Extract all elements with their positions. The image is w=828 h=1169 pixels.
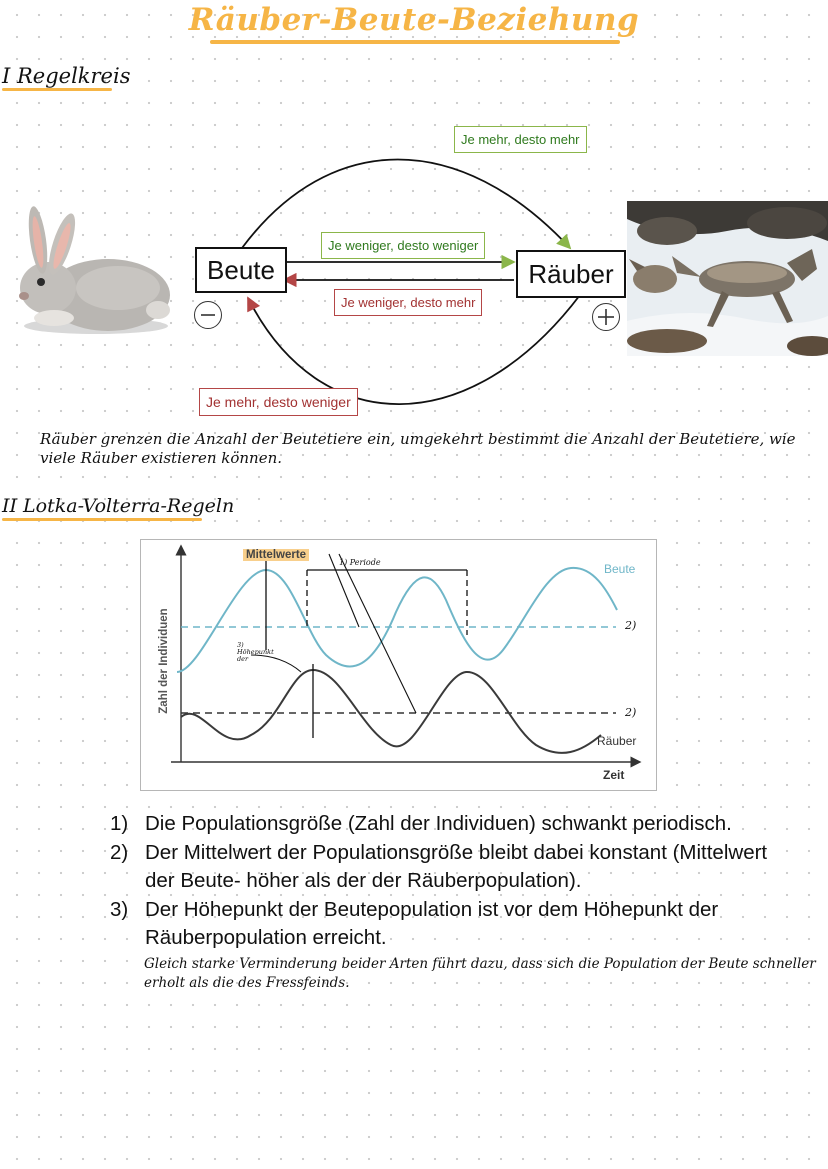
note-regelkreis-line2: viele Räuber existieren können. xyxy=(40,449,283,467)
rule-number: 1) xyxy=(110,812,129,835)
section-heading-regelkreis: I Regelkreis xyxy=(2,64,131,88)
rule-text: Der Höhepunkt der Beutepopulation ist vor dem Höhepunkt der Räuberpopulation erreicht. xyxy=(145,897,719,949)
section-heading-underline-2 xyxy=(2,518,202,521)
note-regelkreis-line1: Räuber grenzen die Anzahl der Beutetiere ein, umgekehrt bestimmt die Anzahl der Beutetiere, wie xyxy=(40,430,796,448)
marker-predator-mean: 2) xyxy=(625,706,637,719)
section-heading-lotka-volterra: II Lotka-Volterra-Regeln xyxy=(2,495,235,517)
label-je-weniger-desto-mehr: Je weniger, desto mehr xyxy=(334,289,482,316)
predator-curve xyxy=(181,670,601,753)
section-heading-underline xyxy=(2,88,112,91)
lotka-volterra-figure xyxy=(140,539,657,791)
legend-prey: Beute xyxy=(604,562,636,576)
rule-2 xyxy=(110,839,800,896)
rule-number: 3) xyxy=(110,897,129,921)
note-recovery-line1: Gleich starke Verminderung beider Arten führt dazu, dass sich die Population der Beute schneller xyxy=(144,956,816,972)
mean-pointer-3 xyxy=(339,554,416,713)
page-title: Räuber-Beute-Beziehung xyxy=(188,2,640,38)
label-je-weniger-desto-weniger: Je weniger, desto weniger xyxy=(321,232,485,259)
node-predator: Räuber xyxy=(516,250,626,298)
minus-sign-icon xyxy=(194,301,222,329)
wolf-image xyxy=(627,201,828,356)
lotka-volterra-rules xyxy=(110,810,800,953)
label-je-mehr-desto-weniger: Je mehr, desto weniger xyxy=(199,388,358,416)
node-prey: Beute xyxy=(195,247,287,293)
title-underline xyxy=(210,40,620,44)
annotation-hoehepunkt: 3) Höhepunkt der xyxy=(237,641,274,663)
note-regelkreis xyxy=(40,430,820,468)
y-axis-label: Zahl der Individuen xyxy=(158,608,170,714)
rule-text: Der Mittelwert der Populationsgröße bleibt dabei konstant (Mittelwert der Beute- höher als der der Räuberpopulation). xyxy=(145,840,768,892)
note-recovery xyxy=(144,955,824,993)
rabbit-image xyxy=(8,200,178,340)
plus-sign-icon xyxy=(592,303,620,331)
label-je-mehr-desto-mehr: Je mehr, desto mehr xyxy=(454,126,587,153)
note-recovery-line2: erholt als die des Fressfeinds. xyxy=(144,975,350,991)
legend-predator: Räuber xyxy=(597,734,637,748)
annotation-mittelwerte: Mittelwerte xyxy=(243,549,309,561)
rule-3 xyxy=(110,896,800,953)
rule-number: 2) xyxy=(110,840,129,864)
rule-text: Die Populationsgröße (Zahl der Individuen) schwankt periodisch. xyxy=(145,812,732,835)
marker-prey-mean: 2) xyxy=(625,619,637,632)
rule-1 xyxy=(110,810,800,839)
annotation-periode: 1) Periode xyxy=(339,558,381,567)
x-axis-label: Zeit xyxy=(603,768,625,782)
